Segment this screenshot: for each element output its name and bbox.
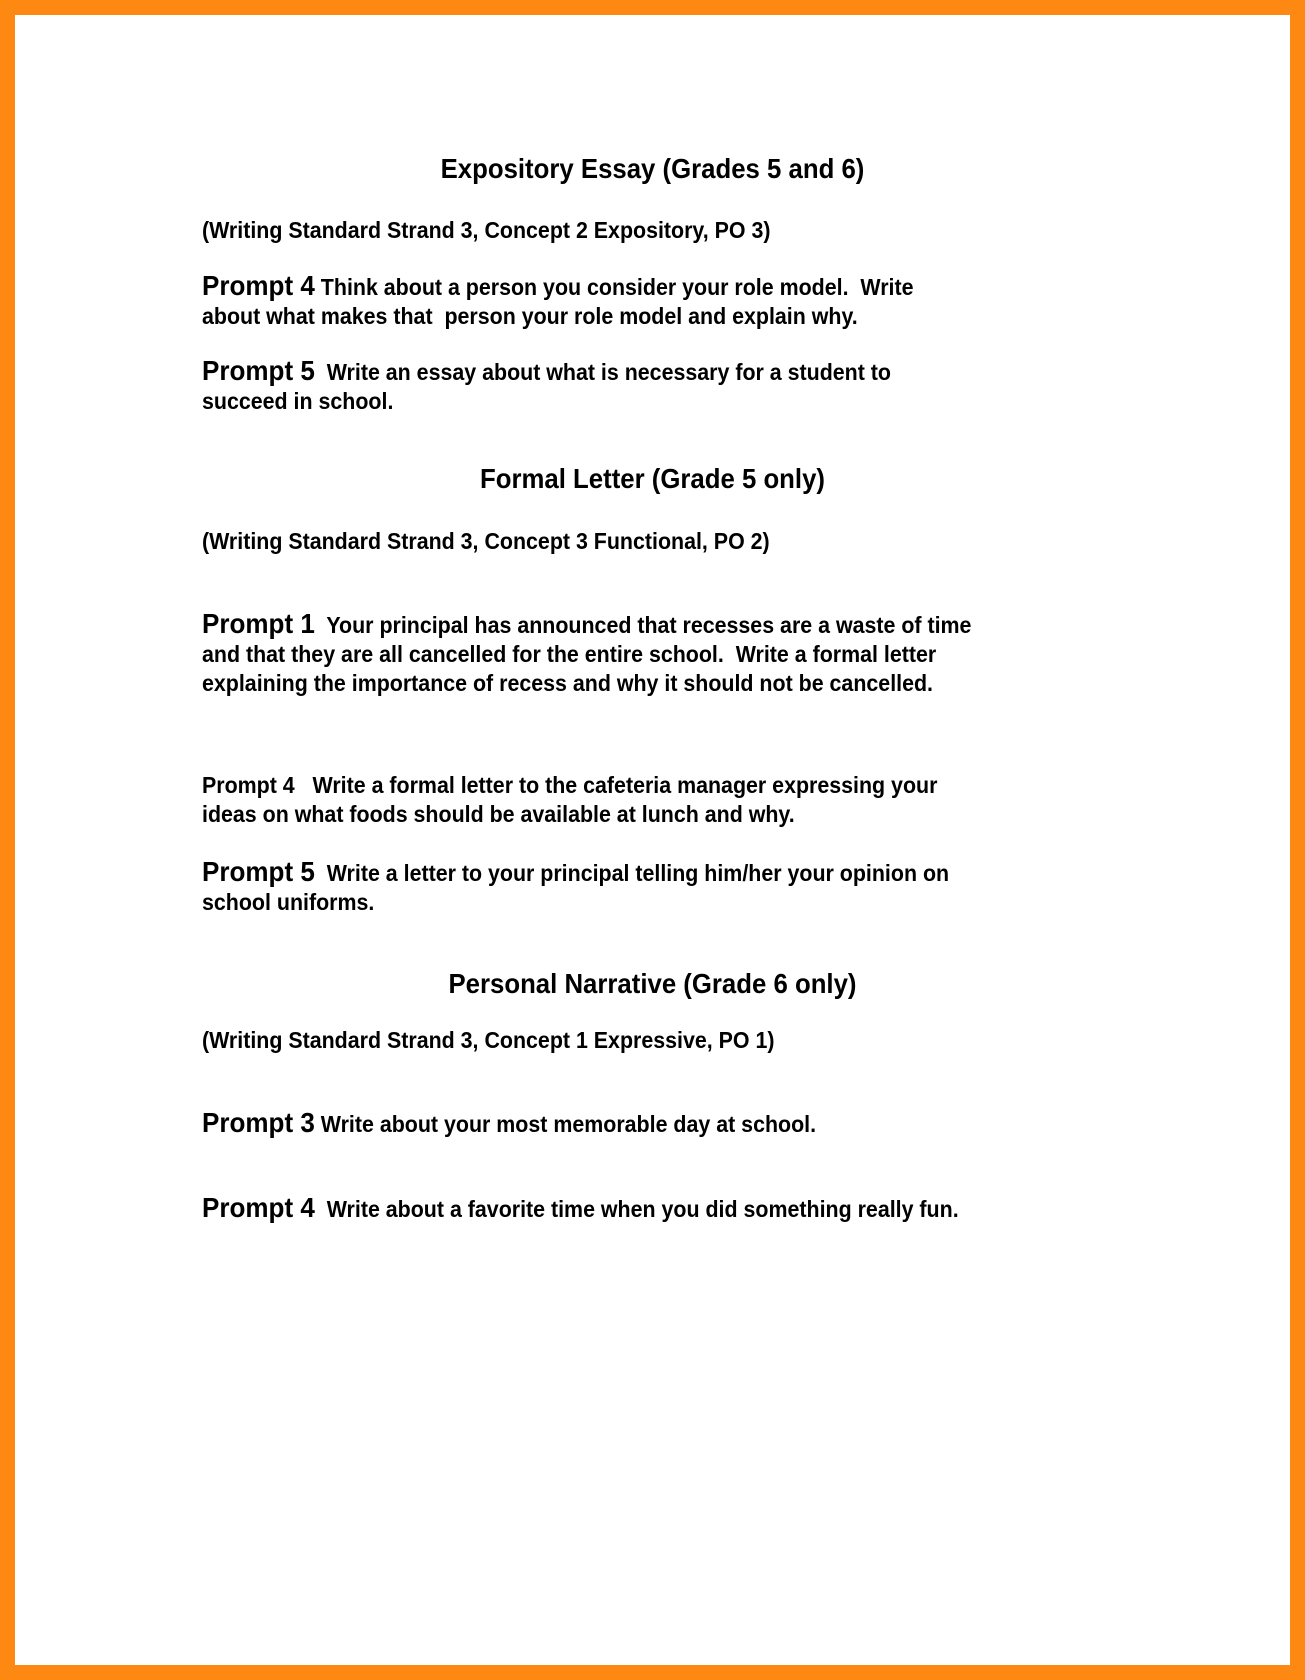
prompt-formal-letter-1 [202,609,1039,698]
prompt-label: Prompt 4 [202,270,315,301]
prompt-formal-letter-4 [202,771,1039,829]
prompt-text-line: succeed in school. [202,388,394,414]
prompt-expository-5 [202,356,1039,416]
prompt-text-line: Write about a favorite time when you did something really fun. [314,1196,959,1222]
prompt-text-line: school uniforms. [202,889,375,915]
section-heading-formal-letter: Formal Letter (Grade 5 only) [480,463,825,494]
prompt-label: Prompt 3 [202,1107,315,1138]
prompt-formal-letter-5 [202,857,1039,917]
prompt-label: Prompt 5 [202,355,315,386]
section-heading-expository: Expository Essay (Grades 5 and 6) [440,153,865,184]
standard-reference-personal-narrative: (Writing Standard Strand 3, Concept 1 Expressive, PO 1) [202,1027,775,1053]
standard-reference-expository: (Writing Standard Strand 3, Concept 2 Expository, PO 3) [202,217,771,243]
document-body [15,15,1290,1665]
prompt-expository-4 [202,271,1039,331]
prompt-label: Prompt 4 [202,772,295,798]
prompt-text-line: Write a formal letter to the cafeteria manager expressing your [294,772,938,798]
prompt-text-line: Think about a person you consider your role model. Write [314,274,914,300]
prompt-text-line: and that they are all cancelled for the entire school. Write a formal letter [202,641,937,667]
prompt-text-line: Write about your most memorable day at school. [314,1111,817,1137]
prompt-personal-narrative-4 [202,1193,1039,1224]
prompt-label: Prompt 1 [202,608,315,639]
prompt-label: Prompt 5 [202,856,315,887]
prompt-text-line: Write an essay about what is necessary for a student to [314,359,891,385]
prompt-text-line: Write a letter to your principal telling him/her your opinion on [314,860,950,886]
standard-reference-formal-letter: (Writing Standard Strand 3, Concept 3 Functional, PO 2) [202,528,770,554]
prompt-text-line: explaining the importance of recess and why it should not be cancelled. [202,670,933,696]
prompt-text-line: Your principal has announced that recesses are a waste of time [314,612,972,638]
prompt-text-line: about what makes that person your role model and explain why. [202,303,858,329]
prompt-personal-narrative-3 [202,1108,1039,1139]
section-heading-personal-narrative: Personal Narrative (Grade 6 only) [448,968,857,999]
document-page [15,15,1290,1665]
prompt-text-line: ideas on what foods should be available at lunch and why. [202,801,795,827]
prompt-label: Prompt 4 [202,1192,315,1223]
